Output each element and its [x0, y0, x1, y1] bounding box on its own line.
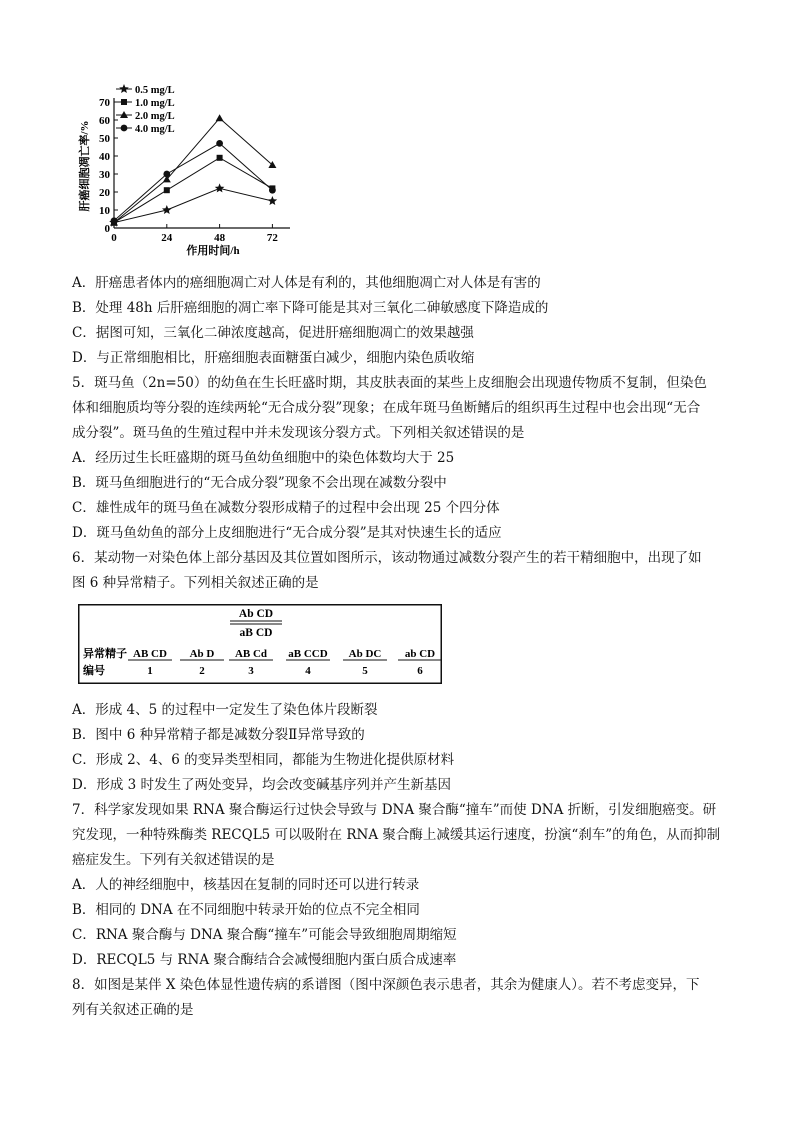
q4-option-b: B．处理 48h 后肝癌细胞的凋亡率下降可能是其对三氧化二砷敏感度下降造成的 — [72, 300, 549, 316]
bottom-chromosome: aB CD — [239, 627, 273, 639]
legend-item — [116, 124, 175, 135]
series-line — [114, 143, 272, 220]
q7-option-a: A．人的神经细胞中，核基因在复制的同时还可以进行转录 — [72, 877, 420, 893]
legend-label: 1.0 mg/L — [135, 98, 175, 109]
q6-option-c: C．形成 2、4、6 的变异类型相同，都能为生物进化提供原材料 — [72, 752, 455, 768]
q5-stem-line-2: 体和细胞质均等分裂的连续两轮“无合成分裂”现象；在成年斑马鱼断鳍后的组织再生过程中也会出现“无合 — [72, 400, 701, 416]
sperm-genotype: Ab DC — [348, 648, 382, 660]
legend-label: 0.5 mg/L — [135, 85, 175, 96]
sperm-number: 5 — [362, 665, 368, 677]
square-marker — [164, 187, 170, 193]
y-tick-label: 50 — [99, 133, 110, 145]
q5-option-b: B．斑马鱼细胞进行的“无合成分裂”现象不会出现在减数分裂中 — [72, 475, 447, 491]
q8-stem-line-2: 列有关叙述正确的是 — [72, 1002, 194, 1018]
circle-marker — [163, 171, 170, 178]
q5-option-c: C．雄性成年的斑马鱼在减数分裂形成精子的过程中会出现 25 个四分体 — [72, 500, 500, 516]
sperm-number: 1 — [147, 665, 153, 677]
legend-item — [116, 98, 175, 109]
y-tick-label: 60 — [99, 115, 110, 127]
sperm-row-label: 异常精子 — [83, 648, 127, 660]
q7-option-b: B．相同的 DNA 在不同细胞中转录开始的位点不完全相同 — [72, 902, 420, 918]
circle-marker — [216, 140, 223, 147]
q6-option-b: B．图中 6 种异常精子都是减数分裂Ⅱ异常导致的 — [72, 727, 365, 743]
y-tick-label: 0 — [104, 223, 110, 235]
y-tick-label: 20 — [99, 187, 110, 199]
x-axis-label: 作用时间/h — [186, 245, 240, 257]
apoptosis-line-chart — [72, 78, 302, 258]
sperm-number: 4 — [305, 665, 311, 677]
star-marker — [215, 183, 225, 192]
series-line — [114, 158, 272, 223]
sperm-number: 3 — [248, 665, 254, 677]
q5-stem-line-3: 成分裂”。斑马鱼的生殖过程中并未发现该分裂方式。下列相关叙述错误的是 — [72, 425, 525, 441]
star-marker — [162, 205, 172, 214]
q5-stem-line-1: 5．斑马鱼（2n=50）的幼鱼在生长旺盛时期，其皮肤表面的某些上皮细胞会出现遗传物质不复制，但染色 — [72, 375, 707, 391]
legend-item — [116, 111, 175, 122]
q4-option-d: D．与正常细胞相比，肝癌细胞表面糖蛋白减少，细胞内染色质收缩 — [72, 350, 475, 366]
circle-marker — [111, 217, 118, 224]
q4-option-c: C．据图可知，三氧化二砷浓度越高，促进肝癌细胞凋亡的效果越强 — [72, 325, 474, 341]
chart-ticks — [99, 97, 278, 244]
abnormal-sperm-figure — [78, 604, 442, 684]
q5-option-d: D．斑马鱼幼鱼的部分上皮细胞进行“无合成分裂”是其对快速生长的适应 — [72, 525, 502, 541]
square-marker — [121, 99, 127, 105]
series-4 — [111, 140, 276, 224]
q5-option-a: A．经历过生长旺盛期的斑马鱼幼鱼细胞中的染色体数均大于 25 — [72, 450, 455, 466]
legend-label: 4.0 mg/L — [135, 124, 175, 135]
sperm-number: 2 — [199, 665, 205, 677]
circle-marker — [269, 187, 276, 194]
x-tick-label: 0 — [111, 232, 117, 244]
sperm-genotype: Ab D — [189, 648, 215, 660]
x-tick-label: 48 — [214, 232, 226, 244]
x-tick-label: 24 — [161, 232, 173, 244]
sperm-genotype: aB CCD — [288, 648, 328, 660]
sperm-list — [128, 648, 442, 677]
circle-marker — [121, 125, 128, 132]
q6-option-a: A．形成 4、5 的过程中一定发生了染色体片段断裂 — [72, 702, 378, 718]
q7-stem-line-1: 7．科学家发现如果 RNA 聚合酶运行过快会导致与 DNA 聚合酶“撞车”而使 DNA 折断，引发细胞癌变。研 — [72, 802, 717, 818]
y-tick-label: 10 — [99, 205, 110, 217]
legend-label: 2.0 mg/L — [135, 111, 175, 122]
q7-option-c: C．RNA 聚合酶与 DNA 聚合酶“撞车”可能会导致细胞周期缩短 — [72, 927, 457, 943]
top-chromosome: Ab CD — [238, 608, 274, 620]
sperm-genotype: AB CD — [133, 648, 167, 660]
q6-stem-line-1: 6．某动物一对染色体上部分基因及其位置如图所示，该动物通过减数分裂产生的若干精细胞中，出现了如 — [72, 550, 702, 566]
q7-stem-line-3: 癌症发生。下列有关叙述错误的是 — [72, 852, 275, 868]
star-marker — [268, 196, 278, 205]
series-line — [114, 188, 272, 222]
y-axis-label: 肝癌细胞凋亡率/% — [79, 120, 91, 212]
x-tick-label: 72 — [266, 232, 278, 244]
sperm-genotype: ab CD — [404, 648, 436, 660]
square-marker — [217, 155, 223, 161]
y-tick-label: 40 — [99, 151, 110, 163]
star-marker — [119, 84, 129, 93]
sperm-genotype: AB Cd — [234, 648, 268, 660]
y-tick-label: 70 — [99, 97, 110, 109]
chart-legend — [116, 84, 175, 135]
q7-option-d: D．RECQL5 与 RNA 聚合酶结合会减慢细胞内蛋白质合成速率 — [72, 952, 457, 968]
q6-option-d: D．形成 3 时发生了两处变异，均会改变碱基序列并产生新基因 — [72, 777, 451, 793]
legend-item — [116, 84, 175, 96]
series-1 — [109, 183, 277, 226]
sperm-number: 6 — [417, 665, 423, 677]
triangle-marker — [216, 114, 224, 121]
number-row-label: 编号 — [83, 665, 105, 677]
q6-stem-line-2: 图 6 种异常精子。下列相关叙述正确的是 — [72, 575, 319, 591]
q7-stem-line-2: 究发现，一种特殊酶类 RECQL5 可以吸附在 RNA 聚合酶上减缓其运行速度，扮演“刹车”的角色，从而抑制 — [72, 827, 721, 843]
q4-option-a: A．肝癌患者体内的癌细胞凋亡对人体是有利的，其他细胞凋亡对人体是有害的 — [72, 275, 541, 291]
q8-stem-line-1: 8．如图是某伴 X 染色体显性遗传病的系谱图（图中深颜色表示患者，其余为健康人）。若不考虑变异，下 — [72, 977, 700, 993]
y-tick-label: 30 — [99, 169, 110, 181]
series-2 — [111, 155, 275, 226]
